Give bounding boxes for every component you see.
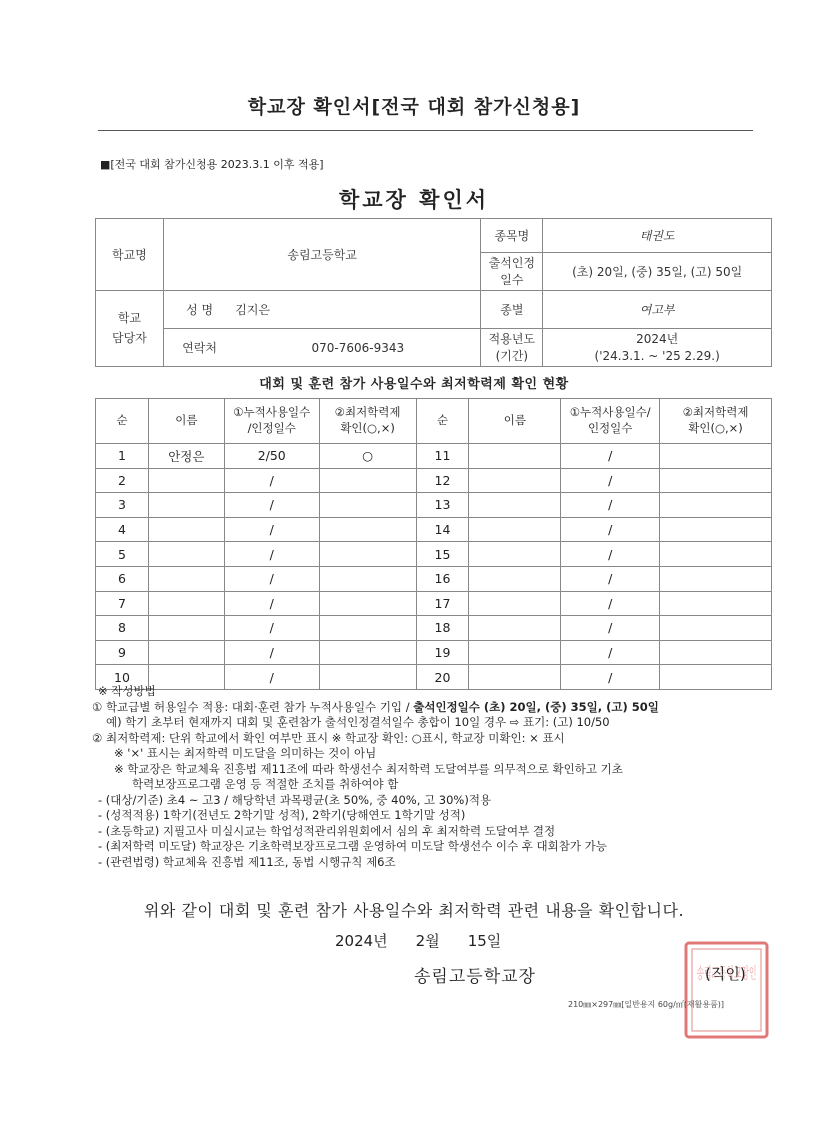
note-9: - (최저학력 미도달) 학교장은 기초학력보장프로그램 운영하여 미도달 학생선수 이수 후 대회참가 가능 xyxy=(98,839,607,853)
cell-no: 3 xyxy=(96,493,149,518)
cell-days-2: / xyxy=(561,591,660,616)
cell-grade: ○ xyxy=(319,444,416,469)
cell-no: 10 xyxy=(96,665,149,690)
signature-date xyxy=(335,930,529,951)
date-year: 2024년 xyxy=(335,932,388,950)
cell-days: / xyxy=(224,591,319,616)
cell-days-2: / xyxy=(561,468,660,493)
cell-no: 4 xyxy=(96,517,149,542)
cell-days: / xyxy=(224,493,319,518)
school-value: 송림고등학교 xyxy=(163,219,481,291)
cell-no-2: 13 xyxy=(416,493,469,518)
name-value: 김지은 xyxy=(235,291,481,329)
section-title: 대회 및 훈련 참가 사용일수와 최저학력제 확인 현황 xyxy=(259,377,569,392)
note-1-example: 예) 학기 초부터 현재까지 대회 및 훈련참가 출석인정결석일수 총합이 10일 경우 ⇨ 표기: (고) 10/50 xyxy=(106,715,610,729)
cell-name xyxy=(148,616,224,641)
cell-grade xyxy=(319,566,416,591)
note-2: ② 최저학력제: 단위 학교에서 확인 여부만 표시 ※ 학교장 확인: ○표시, 학교장 미확인: × 표시 xyxy=(92,730,565,745)
table-row xyxy=(96,493,772,518)
cell-grade xyxy=(319,591,416,616)
year-cell xyxy=(543,329,772,367)
cell-no: 2 xyxy=(96,468,149,493)
cell-grade xyxy=(319,542,416,567)
category-value: 여고부 xyxy=(543,291,772,329)
form-version-note: ■[전국 대회 참가신청용 2023.3.1 이후 적용] xyxy=(100,158,324,171)
seal-label: (직인) xyxy=(705,965,746,983)
note-1 xyxy=(92,700,792,716)
cell-days-2: / xyxy=(561,640,660,665)
cell-days: / xyxy=(224,566,319,591)
cell-no: 5 xyxy=(96,542,149,567)
period-value: ('24.3.1. ~ '25 2.29.) xyxy=(594,348,720,363)
cell-name-2 xyxy=(469,591,561,616)
event-label: 종목명 xyxy=(481,219,543,253)
note-3: ※ '×' 표시는 최저학력 미도달을 의미하는 것이 아님 xyxy=(114,746,377,760)
cell-grade-2 xyxy=(660,640,772,665)
cell-grade xyxy=(319,493,416,518)
cell-name xyxy=(148,468,224,493)
cell-name-2 xyxy=(469,616,561,641)
attendance-label: 출석인정 일수 xyxy=(481,253,543,291)
manager-label: 학교 담당자 xyxy=(96,291,164,367)
table-row xyxy=(96,640,772,665)
cell-grade-2 xyxy=(660,542,772,567)
cell-no-2: 20 xyxy=(416,665,469,690)
principal-name: 송림고등학교장 xyxy=(414,967,536,987)
header-name-2: 이름 xyxy=(469,399,561,444)
cell-days: / xyxy=(224,640,319,665)
event-value: 태권도 xyxy=(543,219,772,253)
info-table xyxy=(95,218,772,367)
note-1-bold: 출석인정일수 (초) 20일, (중) 35일, (고) 50일 xyxy=(413,699,659,714)
cell-no-2: 16 xyxy=(416,566,469,591)
cell-days-2: / xyxy=(561,517,660,542)
cell-no-2: 12 xyxy=(416,468,469,493)
table-row xyxy=(96,542,772,567)
cell-days-2: / xyxy=(561,493,660,518)
year-label: 적용년도 (기간) xyxy=(481,329,543,367)
cell-grade-2 xyxy=(660,493,772,518)
document-title: 학교장 확인서 xyxy=(338,188,490,212)
cell-name xyxy=(148,566,224,591)
stamp-text: 송림고등학교장인 xyxy=(696,964,757,982)
cell-name-2 xyxy=(469,542,561,567)
table-row xyxy=(96,591,772,616)
notes-heading: ※ 작성방법 xyxy=(98,684,156,698)
year-value: 2024년 xyxy=(636,331,679,346)
cell-days: / xyxy=(224,468,319,493)
header-no: 순 xyxy=(96,399,149,444)
contact-label: 연락처 xyxy=(163,329,235,367)
cell-no: 8 xyxy=(96,616,149,641)
cell-grade-2 xyxy=(660,444,772,469)
header-days: ①누적사용일수 /인정일수 xyxy=(224,399,319,444)
cell-name-2 xyxy=(469,493,561,518)
cell-no-2: 14 xyxy=(416,517,469,542)
cell-name-2 xyxy=(469,640,561,665)
note-4: ※ 학교장은 학교체육 진흥법 제11조에 따라 학생선수 최저학력 도달여부를 의무적으로 확인하고 기초 xyxy=(114,761,623,776)
header-days-2: ①누적사용일수/ 인정일수 xyxy=(561,399,660,444)
cell-grade-2 xyxy=(660,591,772,616)
cell-name xyxy=(148,542,224,567)
category-label: 종별 xyxy=(481,291,543,329)
table-row xyxy=(96,566,772,591)
name-label: 성 명 xyxy=(163,291,235,329)
cell-grade xyxy=(319,616,416,641)
cell-name-2 xyxy=(469,444,561,469)
header-no-2: 순 xyxy=(416,399,469,444)
cell-no: 6 xyxy=(96,566,149,591)
note-10: - (관련법령) 학교체육 진흥법 제11조, 동법 시행규칙 제6조 xyxy=(98,854,396,869)
cell-name xyxy=(148,493,224,518)
cell-no-2: 18 xyxy=(416,616,469,641)
attendance-table xyxy=(95,398,772,690)
cell-days: / xyxy=(224,616,319,641)
cell-grade xyxy=(319,640,416,665)
school-label: 학교명 xyxy=(96,219,164,291)
table-row xyxy=(96,616,772,641)
table-row xyxy=(96,468,772,493)
note-6: - (대상/기준) 초4 ~ 고3 / 해당학년 과목평균(초 50%, 중 40%, 고 30%)적용 xyxy=(98,792,492,807)
cell-grade-2 xyxy=(660,468,772,493)
cell-no: 1 xyxy=(96,444,149,469)
cell-days-2: / xyxy=(561,566,660,591)
cell-grade-2 xyxy=(660,566,772,591)
cell-name xyxy=(148,517,224,542)
header-name: 이름 xyxy=(148,399,224,444)
cell-no: 9 xyxy=(96,640,149,665)
cell-days: / xyxy=(224,517,319,542)
school-seal-stamp xyxy=(683,940,770,1040)
cell-days-2: / xyxy=(561,665,660,690)
note-8: - (초등학교) 지필고사 미실시교는 학업성적관리위원회에서 심의 후 최저학력 도달여부 결정 xyxy=(98,823,556,838)
cell-days: 2/50 xyxy=(224,444,319,469)
cell-grade-2 xyxy=(660,517,772,542)
date-month: 2월 xyxy=(415,932,440,950)
contact-value: 070-7606-9343 xyxy=(235,329,481,367)
cell-name: 안정은 xyxy=(148,444,224,469)
header-grade: ②최저학력제 확인(○,×) xyxy=(319,399,416,444)
date-day: 15일 xyxy=(467,932,502,950)
table-row xyxy=(96,444,772,469)
cell-no-2: 19 xyxy=(416,640,469,665)
cell-name-2 xyxy=(469,517,561,542)
cell-no: 7 xyxy=(96,591,149,616)
cell-no-2: 11 xyxy=(416,444,469,469)
paper-spec: 210㎜×297㎜[일반용지 60g/㎡(재활용품)] xyxy=(568,1000,725,1009)
attendance-value: (초) 20일, (중) 35일, (고) 50일 xyxy=(543,253,772,291)
cell-no-2: 17 xyxy=(416,591,469,616)
cell-name-2 xyxy=(469,468,561,493)
cell-days-2: / xyxy=(561,616,660,641)
note-7: - (성적적용) 1학기(전년도 2학기말 성적), 2학기(당해연도 1학기말 성적) xyxy=(98,808,466,822)
header-rule xyxy=(98,130,753,131)
table-row xyxy=(96,517,772,542)
header-grade-2: ②최저학력제 확인(○,×) xyxy=(660,399,772,444)
header-title: 학교장 확인서[전국 대회 참가신청용] xyxy=(247,96,581,118)
cell-no-2: 15 xyxy=(416,542,469,567)
cell-days: / xyxy=(224,665,319,690)
cell-days-2: / xyxy=(561,542,660,567)
writing-instructions xyxy=(92,684,792,870)
cell-grade xyxy=(319,468,416,493)
cell-name xyxy=(148,640,224,665)
cell-days-2: / xyxy=(561,444,660,469)
confirmation-statement: 위와 같이 대회 및 훈련 참가 사용일수와 최저학력 관련 내용을 확인합니다. xyxy=(143,901,685,920)
cell-grade xyxy=(319,517,416,542)
note-5: 학력보장프로그램 운영 등 적절한 조치를 취하여야 함 xyxy=(132,777,399,791)
cell-grade-2 xyxy=(660,616,772,641)
cell-name-2 xyxy=(469,566,561,591)
note-1-text: ① 학교급별 허용일수 적용: 대회·훈련 참가 누적사용일수 기입 / xyxy=(92,699,414,714)
cell-name xyxy=(148,591,224,616)
cell-days: / xyxy=(224,542,319,567)
